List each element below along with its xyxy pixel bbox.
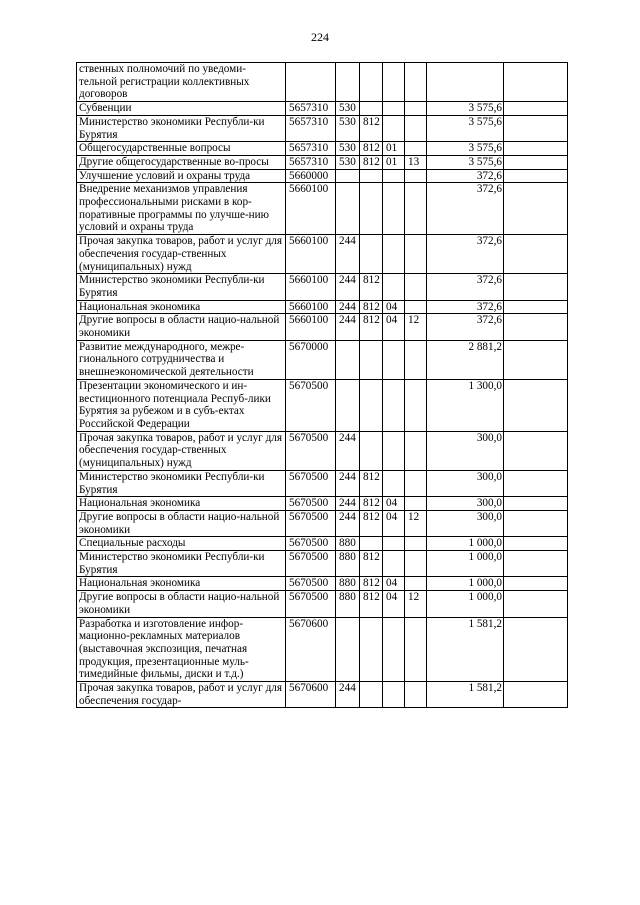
empty-cell	[504, 379, 568, 431]
section-code-cell: 01	[383, 142, 405, 156]
amount-cell: 1 300,0	[427, 379, 504, 431]
table-row	[77, 497, 568, 511]
subsection-code-cell	[405, 470, 427, 496]
target-article-code-cell: 5660100	[286, 183, 336, 235]
section-code-cell	[383, 274, 405, 300]
item-name-cell: Национальная экономика	[77, 577, 286, 591]
amount-cell	[427, 63, 504, 102]
ministry-code-cell: 812	[360, 314, 383, 340]
table-row	[77, 102, 568, 116]
target-article-code-cell: 5660100	[286, 300, 336, 314]
subsection-code-cell: 12	[405, 591, 427, 617]
section-code-cell	[383, 431, 405, 470]
table-row	[77, 591, 568, 617]
ministry-code-cell	[360, 235, 383, 274]
amount-cell: 372,6	[427, 300, 504, 314]
target-article-code-cell: 5670500	[286, 577, 336, 591]
target-article-code-cell: 5670500	[286, 497, 336, 511]
target-article-code-cell: 5670500	[286, 591, 336, 617]
ministry-code-cell: 812	[360, 591, 383, 617]
item-name-cell: Развитие международного, межре-гионального сотрудничества и внешнеэкономической деятельности	[77, 340, 286, 379]
ministry-code-cell	[360, 617, 383, 682]
section-code-cell	[383, 63, 405, 102]
ministry-code-cell: 812	[360, 470, 383, 496]
subsection-code-cell: 12	[405, 510, 427, 536]
empty-cell	[504, 102, 568, 116]
amount-cell: 1 000,0	[427, 577, 504, 591]
table-row	[77, 155, 568, 169]
item-name-cell: Внедрение механизмов управления профессиональными рисками в кор-поративные программы по улучше-нию условий и охраны труда	[77, 183, 286, 235]
subsection-code-cell	[405, 537, 427, 551]
item-name-cell: Другие вопросы в области нацио-нальной экономики	[77, 510, 286, 536]
section-code-cell	[383, 102, 405, 116]
target-article-code-cell: 5660000	[286, 169, 336, 183]
amount-cell: 1 000,0	[427, 551, 504, 577]
expense-type-code-cell: 880	[336, 551, 360, 577]
empty-cell	[504, 497, 568, 511]
expense-type-code-cell: 530	[336, 115, 360, 141]
target-article-code-cell: 5660100	[286, 314, 336, 340]
expense-type-code-cell: 530	[336, 102, 360, 116]
expense-type-code-cell: 244	[336, 274, 360, 300]
item-name-cell: Министерство экономики Республи-ки Бурятия	[77, 115, 286, 141]
ministry-code-cell	[360, 63, 383, 102]
section-code-cell	[383, 551, 405, 577]
empty-cell	[504, 115, 568, 141]
target-article-code-cell: 5657310	[286, 155, 336, 169]
subsection-code-cell	[405, 340, 427, 379]
empty-cell	[504, 142, 568, 156]
subsection-code-cell	[405, 300, 427, 314]
item-name-cell: Национальная экономика	[77, 300, 286, 314]
subsection-code-cell	[405, 274, 427, 300]
item-name-cell: Улучшение условий и охраны труда	[77, 169, 286, 183]
amount-cell: 1 000,0	[427, 537, 504, 551]
table-row	[77, 183, 568, 235]
page-number: 224	[311, 30, 329, 44]
amount-cell: 3 575,6	[427, 115, 504, 141]
item-name-cell: Презентации экономического и ин-вестиционного потенциала Респуб-лики Бурятия за рубежом и в субъ-ектах Российской Федерации	[77, 379, 286, 431]
subsection-code-cell	[405, 102, 427, 116]
expense-type-code-cell: 530	[336, 155, 360, 169]
target-article-code-cell: 5657310	[286, 102, 336, 116]
expense-type-code-cell: 244	[336, 470, 360, 496]
table-row	[77, 617, 568, 682]
amount-cell: 3 575,6	[427, 142, 504, 156]
ministry-code-cell	[360, 379, 383, 431]
amount-cell: 372,6	[427, 183, 504, 235]
item-name-cell: Национальная экономика	[77, 497, 286, 511]
section-code-cell: 04	[383, 577, 405, 591]
table-body	[77, 63, 568, 708]
section-code-cell	[383, 340, 405, 379]
section-code-cell: 04	[383, 300, 405, 314]
table-row	[77, 300, 568, 314]
table-row	[77, 682, 568, 708]
empty-cell	[504, 470, 568, 496]
target-article-code-cell: 5670000	[286, 340, 336, 379]
expense-type-code-cell: 530	[336, 142, 360, 156]
empty-cell	[504, 169, 568, 183]
table-row	[77, 537, 568, 551]
section-code-cell	[383, 183, 405, 235]
ministry-code-cell: 812	[360, 274, 383, 300]
table-row	[77, 142, 568, 156]
ministry-code-cell: 812	[360, 155, 383, 169]
empty-cell	[504, 340, 568, 379]
section-code-cell: 04	[383, 314, 405, 340]
ministry-code-cell	[360, 169, 383, 183]
table-row	[77, 169, 568, 183]
subsection-code-cell	[405, 497, 427, 511]
subsection-code-cell	[405, 169, 427, 183]
table-row	[77, 577, 568, 591]
target-article-code-cell: 5670500	[286, 431, 336, 470]
section-code-cell: 04	[383, 510, 405, 536]
section-code-cell	[383, 682, 405, 708]
subsection-code-cell	[405, 142, 427, 156]
ministry-code-cell	[360, 340, 383, 379]
item-name-cell: Другие вопросы в области нацио-нальной экономики	[77, 314, 286, 340]
target-article-code-cell: 5670600	[286, 617, 336, 682]
item-name-cell: Министерство экономики Республи-ки Бурятия	[77, 551, 286, 577]
expense-type-code-cell: 880	[336, 537, 360, 551]
subsection-code-cell	[405, 682, 427, 708]
expense-type-code-cell	[336, 183, 360, 235]
expense-type-code-cell: 244	[336, 314, 360, 340]
expense-type-code-cell: 244	[336, 682, 360, 708]
subsection-code-cell	[405, 617, 427, 682]
target-article-code-cell: 5660100	[286, 274, 336, 300]
amount-cell: 300,0	[427, 497, 504, 511]
ministry-code-cell	[360, 431, 383, 470]
expense-type-code-cell: 244	[336, 497, 360, 511]
empty-cell	[504, 314, 568, 340]
empty-cell	[504, 155, 568, 169]
empty-cell	[504, 63, 568, 102]
expense-type-code-cell	[336, 617, 360, 682]
table-row	[77, 235, 568, 274]
section-code-cell	[383, 617, 405, 682]
item-name-cell: Специальные расходы	[77, 537, 286, 551]
empty-cell	[504, 510, 568, 536]
subsection-code-cell: 12	[405, 314, 427, 340]
item-name-cell: Разработка и изготовление инфор-мационно-рекламных материалов (выставочная экспозиция, печатная продукция, презентационные муль-тимедийные фильмы, диски и т.д.)	[77, 617, 286, 682]
subsection-code-cell	[405, 577, 427, 591]
section-code-cell: 04	[383, 497, 405, 511]
empty-cell	[504, 682, 568, 708]
subsection-code-cell	[405, 379, 427, 431]
ministry-code-cell	[360, 183, 383, 235]
empty-cell	[504, 300, 568, 314]
ministry-code-cell: 812	[360, 115, 383, 141]
amount-cell: 300,0	[427, 470, 504, 496]
item-name-cell: Прочая закупка товаров, работ и услуг для обеспечения государ-	[77, 682, 286, 708]
subsection-code-cell	[405, 115, 427, 141]
section-code-cell	[383, 379, 405, 431]
section-code-cell	[383, 470, 405, 496]
section-code-cell: 04	[383, 591, 405, 617]
target-article-code-cell: 5670500	[286, 537, 336, 551]
ministry-code-cell	[360, 682, 383, 708]
expense-type-code-cell: 244	[336, 431, 360, 470]
table-row	[77, 470, 568, 496]
ministry-code-cell: 812	[360, 577, 383, 591]
amount-cell: 372,6	[427, 169, 504, 183]
target-article-code-cell: 5657310	[286, 115, 336, 141]
target-article-code-cell	[286, 63, 336, 102]
empty-cell	[504, 591, 568, 617]
expense-type-code-cell	[336, 340, 360, 379]
empty-cell	[504, 617, 568, 682]
subsection-code-cell	[405, 235, 427, 274]
amount-cell: 372,6	[427, 274, 504, 300]
expense-type-code-cell: 880	[336, 591, 360, 617]
empty-cell	[504, 551, 568, 577]
ministry-code-cell: 812	[360, 510, 383, 536]
target-article-code-cell: 5670500	[286, 470, 336, 496]
expense-type-code-cell: 244	[336, 510, 360, 536]
target-article-code-cell: 5670500	[286, 379, 336, 431]
empty-cell	[504, 235, 568, 274]
table-row	[77, 274, 568, 300]
section-code-cell	[383, 235, 405, 274]
ministry-code-cell: 812	[360, 300, 383, 314]
item-name-cell: Прочая закупка товаров, работ и услуг для обеспечения государ-ственных (муниципальных) нужд	[77, 431, 286, 470]
target-article-code-cell: 5657310	[286, 142, 336, 156]
item-name-cell: Другие общегосударственные во-просы	[77, 155, 286, 169]
empty-cell	[504, 431, 568, 470]
section-code-cell: 01	[383, 155, 405, 169]
budget-table	[76, 62, 568, 708]
item-name-cell: Прочая закупка товаров, работ и услуг для обеспечения государ-ственных (муниципальных) нужд	[77, 235, 286, 274]
expense-type-code-cell: 880	[336, 577, 360, 591]
table-row	[77, 314, 568, 340]
expense-type-code-cell	[336, 169, 360, 183]
item-name-cell: ственных полномочий по уведоми-тельной регистрации коллективных договоров	[77, 63, 286, 102]
table-row	[77, 340, 568, 379]
ministry-code-cell	[360, 537, 383, 551]
item-name-cell: Другие вопросы в области нацио-нальной экономики	[77, 591, 286, 617]
amount-cell: 3 575,6	[427, 155, 504, 169]
amount-cell: 372,6	[427, 235, 504, 274]
amount-cell: 1 581,2	[427, 682, 504, 708]
ministry-code-cell: 812	[360, 497, 383, 511]
section-code-cell	[383, 169, 405, 183]
expense-type-code-cell: 244	[336, 300, 360, 314]
section-code-cell	[383, 537, 405, 551]
table-row	[77, 63, 568, 102]
subsection-code-cell	[405, 551, 427, 577]
expense-type-code-cell: 244	[336, 235, 360, 274]
amount-cell: 300,0	[427, 431, 504, 470]
item-name-cell: Министерство экономики Республи-ки Бурятия	[77, 274, 286, 300]
amount-cell: 1 581,2	[427, 617, 504, 682]
amount-cell: 300,0	[427, 510, 504, 536]
table-row	[77, 115, 568, 141]
table-row	[77, 551, 568, 577]
table-row	[77, 510, 568, 536]
item-name-cell: Субвенции	[77, 102, 286, 116]
empty-cell	[504, 274, 568, 300]
item-name-cell: Министерство экономики Республи-ки Бурятия	[77, 470, 286, 496]
target-article-code-cell: 5670600	[286, 682, 336, 708]
ministry-code-cell: 812	[360, 551, 383, 577]
empty-cell	[504, 537, 568, 551]
amount-cell: 372,6	[427, 314, 504, 340]
amount-cell: 1 000,0	[427, 591, 504, 617]
subsection-code-cell	[405, 431, 427, 470]
table-row	[77, 379, 568, 431]
ministry-code-cell: 812	[360, 142, 383, 156]
empty-cell	[504, 183, 568, 235]
subsection-code-cell	[405, 63, 427, 102]
target-article-code-cell: 5670500	[286, 551, 336, 577]
expense-type-code-cell	[336, 379, 360, 431]
expense-type-code-cell	[336, 63, 360, 102]
amount-cell: 3 575,6	[427, 102, 504, 116]
empty-cell	[504, 577, 568, 591]
ministry-code-cell	[360, 102, 383, 116]
amount-cell: 2 881,2	[427, 340, 504, 379]
subsection-code-cell: 13	[405, 155, 427, 169]
table-row	[77, 431, 568, 470]
subsection-code-cell	[405, 183, 427, 235]
section-code-cell	[383, 115, 405, 141]
target-article-code-cell: 5660100	[286, 235, 336, 274]
target-article-code-cell: 5670500	[286, 510, 336, 536]
item-name-cell: Общегосударственные вопросы	[77, 142, 286, 156]
